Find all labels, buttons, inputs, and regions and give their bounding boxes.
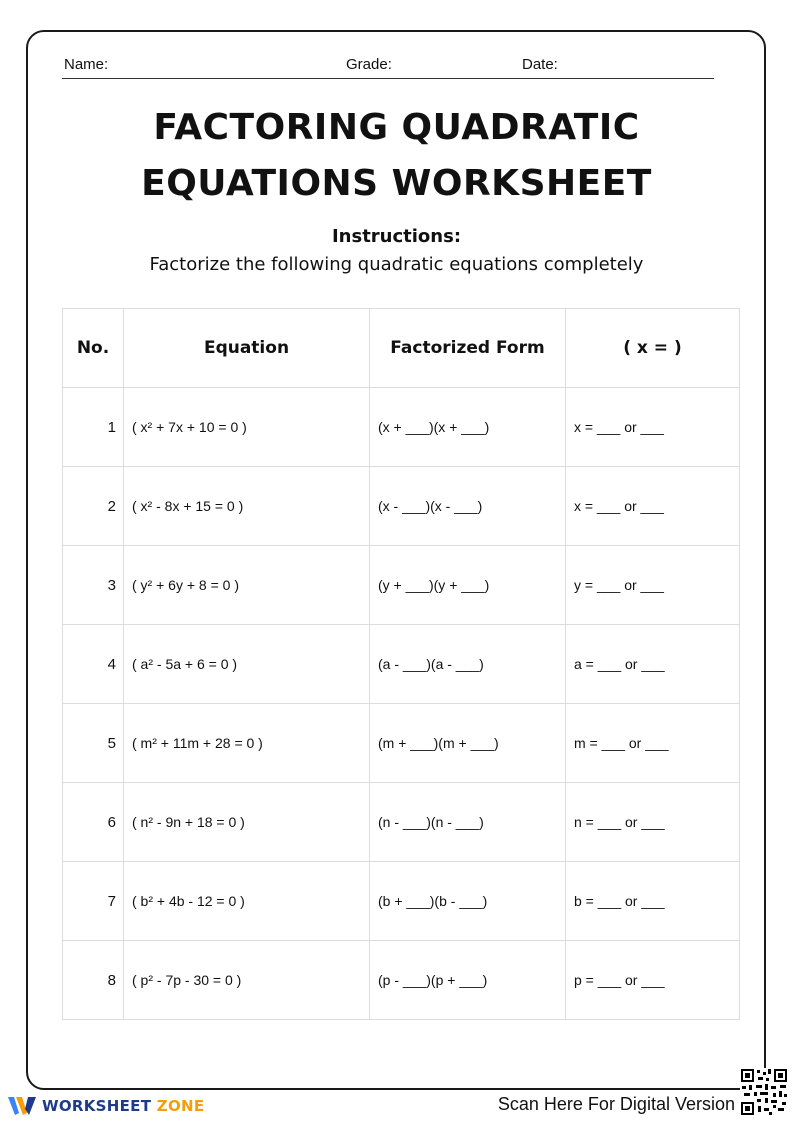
logo-text-main: WORKSHEET: [42, 1097, 152, 1115]
factorized-cell[interactable]: (a - ___)(a - ___): [370, 625, 566, 704]
factorized-cell[interactable]: (n - ___)(n - ___): [370, 783, 566, 862]
table-row: [63, 783, 740, 862]
table-row: [63, 862, 740, 941]
table-row: [63, 625, 740, 704]
solution-cell[interactable]: m = ___ or ___: [566, 704, 740, 783]
worksheetzone-logo[interactable]: [8, 1094, 204, 1118]
name-label: Name:: [64, 56, 109, 73]
row-number: 2: [63, 467, 124, 546]
factorized-cell[interactable]: (p - ___)(p + ___): [370, 941, 566, 1020]
header-no: No.: [63, 309, 124, 388]
row-number: 7: [63, 862, 124, 941]
factorized-cell[interactable]: (x - ___)(x - ___): [370, 467, 566, 546]
logo-text-accent: ZONE: [156, 1097, 205, 1115]
equation-cell: ( y² + 6y + 8 = 0 ): [124, 546, 370, 625]
row-number: 3: [63, 546, 124, 625]
scan-text: Scan Here For Digital Version: [497, 1094, 735, 1114]
row-number: 5: [63, 704, 124, 783]
page-title: [0, 100, 793, 212]
worksheet-table: [62, 308, 740, 1020]
solution-cell[interactable]: x = ___ or ___: [566, 467, 740, 546]
table-row: [63, 388, 740, 467]
factorized-cell[interactable]: (y + ___)(y + ___): [370, 546, 566, 625]
equation-cell: ( p² - 7p - 30 = 0 ): [124, 941, 370, 1020]
instructions-heading: Instructions:: [331, 226, 462, 247]
table-row: [63, 941, 740, 1020]
table-row: [63, 467, 740, 546]
student-info-line: [62, 54, 714, 79]
equation-cell: ( n² - 9n + 18 = 0 ): [124, 783, 370, 862]
grade-label: Grade:: [346, 56, 392, 73]
row-number: 8: [63, 941, 124, 1020]
factorized-cell[interactable]: (b + ___)(b - ___): [370, 862, 566, 941]
solution-cell[interactable]: y = ___ or ___: [566, 546, 740, 625]
equation-cell: ( x² - 8x + 15 = 0 ): [124, 467, 370, 546]
logo-text: [42, 1097, 204, 1115]
date-label: Date:: [522, 56, 558, 73]
equation-cell: ( b² + 4b - 12 = 0 ): [124, 862, 370, 941]
instructions-text: Factorize the following quadratic equations completely: [149, 254, 644, 275]
solution-cell[interactable]: a = ___ or ___: [566, 625, 740, 704]
worksheetzone-logo-icon: [8, 1095, 38, 1117]
row-number: 6: [63, 783, 124, 862]
solution-cell[interactable]: n = ___ or ___: [566, 783, 740, 862]
row-number: 4: [63, 625, 124, 704]
solution-cell[interactable]: x = ___ or ___: [566, 388, 740, 467]
title-line-2: EQUATIONS WORKSHEET: [141, 163, 652, 204]
factorized-cell[interactable]: (m + ___)(m + ___): [370, 704, 566, 783]
equation-cell: ( a² - 5a + 6 = 0 ): [124, 625, 370, 704]
solution-cell[interactable]: b = ___ or ___: [566, 862, 740, 941]
solution-cell[interactable]: p = ___ or ___: [566, 941, 740, 1020]
title-line-1: FACTORING QUADRATIC: [153, 107, 640, 148]
header-factorized: Factorized Form: [370, 309, 566, 388]
header-solution: ( x = ): [566, 309, 740, 388]
header-equation: Equation: [124, 309, 370, 388]
equation-cell: ( x² + 7x + 10 = 0 ): [124, 388, 370, 467]
factorized-cell[interactable]: (x + ___)(x + ___): [370, 388, 566, 467]
table-row: [63, 546, 740, 625]
table-header-row: [63, 309, 740, 388]
equation-cell: ( m² + 11m + 28 = 0 ): [124, 704, 370, 783]
table-row: [63, 704, 740, 783]
row-number: 1: [63, 388, 124, 467]
qr-code-icon[interactable]: [740, 1068, 788, 1116]
